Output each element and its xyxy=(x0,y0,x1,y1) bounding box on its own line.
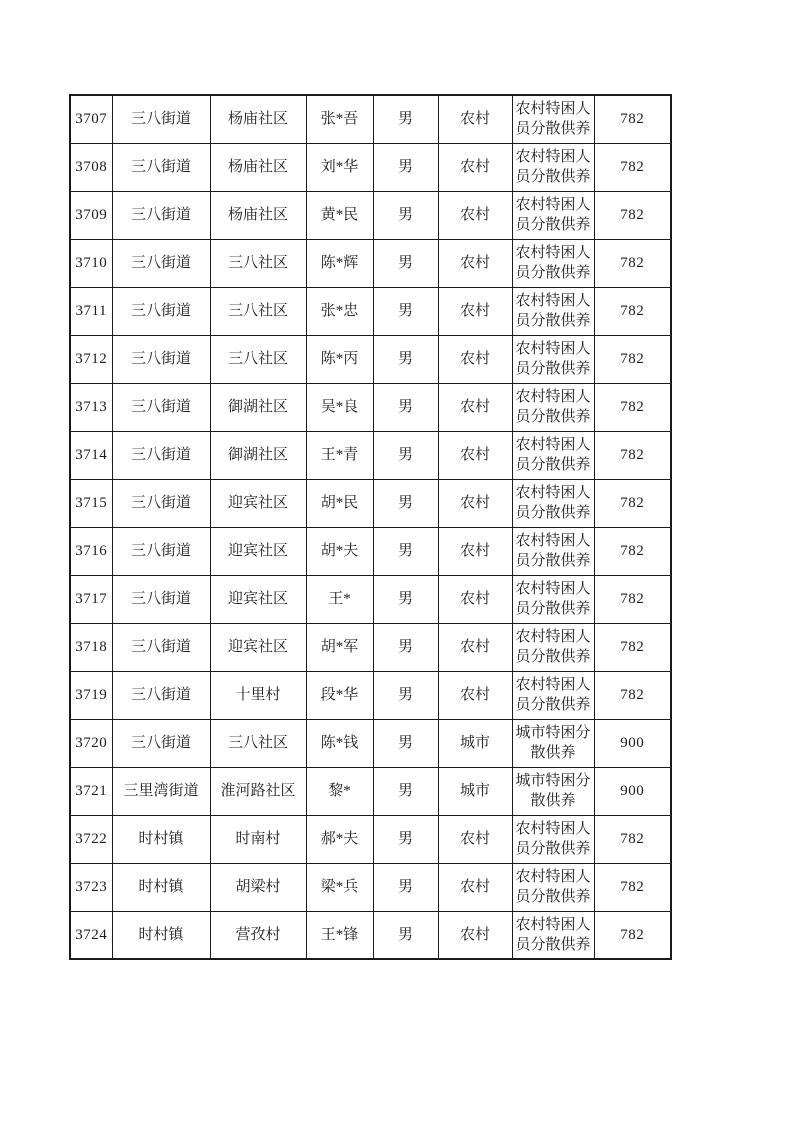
cell-amount: 782 xyxy=(594,383,671,431)
cell-amount: 782 xyxy=(594,479,671,527)
cell-amount: 782 xyxy=(594,431,671,479)
table-row xyxy=(70,623,671,671)
cell-amount: 782 xyxy=(594,863,671,911)
cell-area: 农村 xyxy=(438,143,512,191)
cell-community: 三八社区 xyxy=(210,287,306,335)
cell-serial: 3711 xyxy=(70,287,112,335)
cell-serial: 3712 xyxy=(70,335,112,383)
cell-amount: 782 xyxy=(594,575,671,623)
cell-gender: 男 xyxy=(373,479,438,527)
cell-name: 王* xyxy=(306,575,373,623)
cell-community: 御湖社区 xyxy=(210,383,306,431)
cell-gender: 男 xyxy=(373,191,438,239)
table-row xyxy=(70,431,671,479)
cell-amount: 782 xyxy=(594,95,671,143)
cell-street: 三八街道 xyxy=(112,191,210,239)
cell-amount: 782 xyxy=(594,671,671,719)
cell-amount: 900 xyxy=(594,719,671,767)
welfare-roster-table xyxy=(69,94,672,960)
cell-community: 三八社区 xyxy=(210,335,306,383)
cell-name: 吴*良 xyxy=(306,383,373,431)
cell-area: 农村 xyxy=(438,383,512,431)
cell-gender: 男 xyxy=(373,575,438,623)
cell-category: 农村特困人员分散供养 xyxy=(512,575,594,623)
cell-category: 农村特困人员分散供养 xyxy=(512,383,594,431)
table-row xyxy=(70,239,671,287)
table-row xyxy=(70,575,671,623)
cell-name: 陈*丙 xyxy=(306,335,373,383)
table-row xyxy=(70,479,671,527)
cell-name: 陈*钱 xyxy=(306,719,373,767)
cell-category: 农村特困人员分散供养 xyxy=(512,479,594,527)
cell-name: 王*青 xyxy=(306,431,373,479)
cell-name: 段*华 xyxy=(306,671,373,719)
table-row xyxy=(70,719,671,767)
cell-amount: 782 xyxy=(594,623,671,671)
cell-name: 梁*兵 xyxy=(306,863,373,911)
cell-category: 农村特困人员分散供养 xyxy=(512,623,594,671)
table-row xyxy=(70,863,671,911)
cell-name: 郝*夫 xyxy=(306,815,373,863)
cell-community: 迎宾社区 xyxy=(210,623,306,671)
cell-name: 胡*夫 xyxy=(306,527,373,575)
table-row xyxy=(70,287,671,335)
cell-category: 农村特困人员分散供养 xyxy=(512,527,594,575)
cell-gender: 男 xyxy=(373,815,438,863)
cell-area: 农村 xyxy=(438,863,512,911)
cell-category: 农村特困人员分散供养 xyxy=(512,671,594,719)
cell-category: 农村特困人员分散供养 xyxy=(512,191,594,239)
cell-area: 城市 xyxy=(438,719,512,767)
cell-community: 十里村 xyxy=(210,671,306,719)
cell-gender: 男 xyxy=(373,143,438,191)
cell-community: 营孜村 xyxy=(210,911,306,959)
cell-name: 黎* xyxy=(306,767,373,815)
cell-name: 张*吾 xyxy=(306,95,373,143)
cell-street: 三八街道 xyxy=(112,431,210,479)
cell-area: 农村 xyxy=(438,191,512,239)
cell-gender: 男 xyxy=(373,287,438,335)
cell-category: 农村特困人员分散供养 xyxy=(512,815,594,863)
cell-street: 时村镇 xyxy=(112,911,210,959)
cell-gender: 男 xyxy=(373,527,438,575)
cell-name: 张*忠 xyxy=(306,287,373,335)
cell-amount: 782 xyxy=(594,911,671,959)
cell-street: 三八街道 xyxy=(112,143,210,191)
cell-category: 农村特困人员分散供养 xyxy=(512,863,594,911)
cell-serial: 3708 xyxy=(70,143,112,191)
cell-community: 御湖社区 xyxy=(210,431,306,479)
cell-serial: 3713 xyxy=(70,383,112,431)
cell-amount: 782 xyxy=(594,287,671,335)
cell-serial: 3714 xyxy=(70,431,112,479)
cell-category: 农村特困人员分散供养 xyxy=(512,287,594,335)
cell-street: 时村镇 xyxy=(112,863,210,911)
cell-serial: 3724 xyxy=(70,911,112,959)
cell-name: 胡*军 xyxy=(306,623,373,671)
cell-area: 农村 xyxy=(438,479,512,527)
cell-street: 三八街道 xyxy=(112,575,210,623)
cell-serial: 3722 xyxy=(70,815,112,863)
table-row xyxy=(70,815,671,863)
cell-community: 三八社区 xyxy=(210,719,306,767)
cell-serial: 3718 xyxy=(70,623,112,671)
cell-category: 农村特困人员分散供养 xyxy=(512,911,594,959)
cell-street: 三八街道 xyxy=(112,479,210,527)
cell-gender: 男 xyxy=(373,719,438,767)
cell-name: 陈*辉 xyxy=(306,239,373,287)
cell-gender: 男 xyxy=(373,383,438,431)
table-row xyxy=(70,383,671,431)
cell-gender: 男 xyxy=(373,335,438,383)
cell-street: 时村镇 xyxy=(112,815,210,863)
cell-street: 三八街道 xyxy=(112,239,210,287)
cell-community: 杨庙社区 xyxy=(210,143,306,191)
cell-name: 胡*民 xyxy=(306,479,373,527)
cell-category: 城市特困分散供养 xyxy=(512,767,594,815)
cell-category: 农村特困人员分散供养 xyxy=(512,335,594,383)
cell-serial: 3707 xyxy=(70,95,112,143)
cell-area: 农村 xyxy=(438,911,512,959)
cell-area: 农村 xyxy=(438,527,512,575)
cell-gender: 男 xyxy=(373,911,438,959)
cell-community: 迎宾社区 xyxy=(210,479,306,527)
cell-community: 迎宾社区 xyxy=(210,575,306,623)
cell-community: 淮河路社区 xyxy=(210,767,306,815)
cell-street: 三八街道 xyxy=(112,623,210,671)
cell-street: 三里湾街道 xyxy=(112,767,210,815)
cell-gender: 男 xyxy=(373,239,438,287)
cell-amount: 782 xyxy=(594,335,671,383)
cell-area: 农村 xyxy=(438,239,512,287)
cell-area: 农村 xyxy=(438,815,512,863)
cell-area: 城市 xyxy=(438,767,512,815)
cell-serial: 3710 xyxy=(70,239,112,287)
cell-area: 农村 xyxy=(438,623,512,671)
cell-gender: 男 xyxy=(373,431,438,479)
table-row xyxy=(70,335,671,383)
cell-name: 刘*华 xyxy=(306,143,373,191)
table-row xyxy=(70,95,671,143)
cell-serial: 3719 xyxy=(70,671,112,719)
cell-gender: 男 xyxy=(373,767,438,815)
cell-area: 农村 xyxy=(438,335,512,383)
cell-area: 农村 xyxy=(438,287,512,335)
cell-street: 三八街道 xyxy=(112,719,210,767)
cell-area: 农村 xyxy=(438,95,512,143)
cell-area: 农村 xyxy=(438,671,512,719)
cell-gender: 男 xyxy=(373,671,438,719)
cell-category: 农村特困人员分散供养 xyxy=(512,143,594,191)
cell-street: 三八街道 xyxy=(112,335,210,383)
cell-community: 胡梁村 xyxy=(210,863,306,911)
cell-gender: 男 xyxy=(373,623,438,671)
cell-amount: 782 xyxy=(594,143,671,191)
table-row xyxy=(70,671,671,719)
cell-name: 黄*民 xyxy=(306,191,373,239)
cell-amount: 782 xyxy=(594,191,671,239)
cell-amount: 782 xyxy=(594,815,671,863)
cell-serial: 3715 xyxy=(70,479,112,527)
table-row xyxy=(70,767,671,815)
cell-category: 农村特困人员分散供养 xyxy=(512,95,594,143)
cell-area: 农村 xyxy=(438,575,512,623)
table-row xyxy=(70,143,671,191)
cell-community: 杨庙社区 xyxy=(210,191,306,239)
cell-category: 农村特困人员分散供养 xyxy=(512,431,594,479)
cell-serial: 3709 xyxy=(70,191,112,239)
cell-street: 三八街道 xyxy=(112,383,210,431)
cell-gender: 男 xyxy=(373,863,438,911)
table-row xyxy=(70,527,671,575)
cell-category: 农村特困人员分散供养 xyxy=(512,239,594,287)
table-row xyxy=(70,911,671,959)
table-row xyxy=(70,191,671,239)
cell-serial: 3717 xyxy=(70,575,112,623)
cell-community: 三八社区 xyxy=(210,239,306,287)
cell-amount: 782 xyxy=(594,527,671,575)
cell-name: 王*锋 xyxy=(306,911,373,959)
cell-community: 迎宾社区 xyxy=(210,527,306,575)
cell-serial: 3721 xyxy=(70,767,112,815)
cell-street: 三八街道 xyxy=(112,95,210,143)
cell-area: 农村 xyxy=(438,431,512,479)
cell-street: 三八街道 xyxy=(112,527,210,575)
cell-category: 城市特困分散供养 xyxy=(512,719,594,767)
cell-street: 三八街道 xyxy=(112,287,210,335)
cell-street: 三八街道 xyxy=(112,671,210,719)
cell-community: 时南村 xyxy=(210,815,306,863)
cell-amount: 900 xyxy=(594,767,671,815)
cell-amount: 782 xyxy=(594,239,671,287)
cell-serial: 3716 xyxy=(70,527,112,575)
cell-gender: 男 xyxy=(373,95,438,143)
table-body xyxy=(70,95,671,959)
cell-community: 杨庙社区 xyxy=(210,95,306,143)
cell-serial: 3723 xyxy=(70,863,112,911)
cell-serial: 3720 xyxy=(70,719,112,767)
